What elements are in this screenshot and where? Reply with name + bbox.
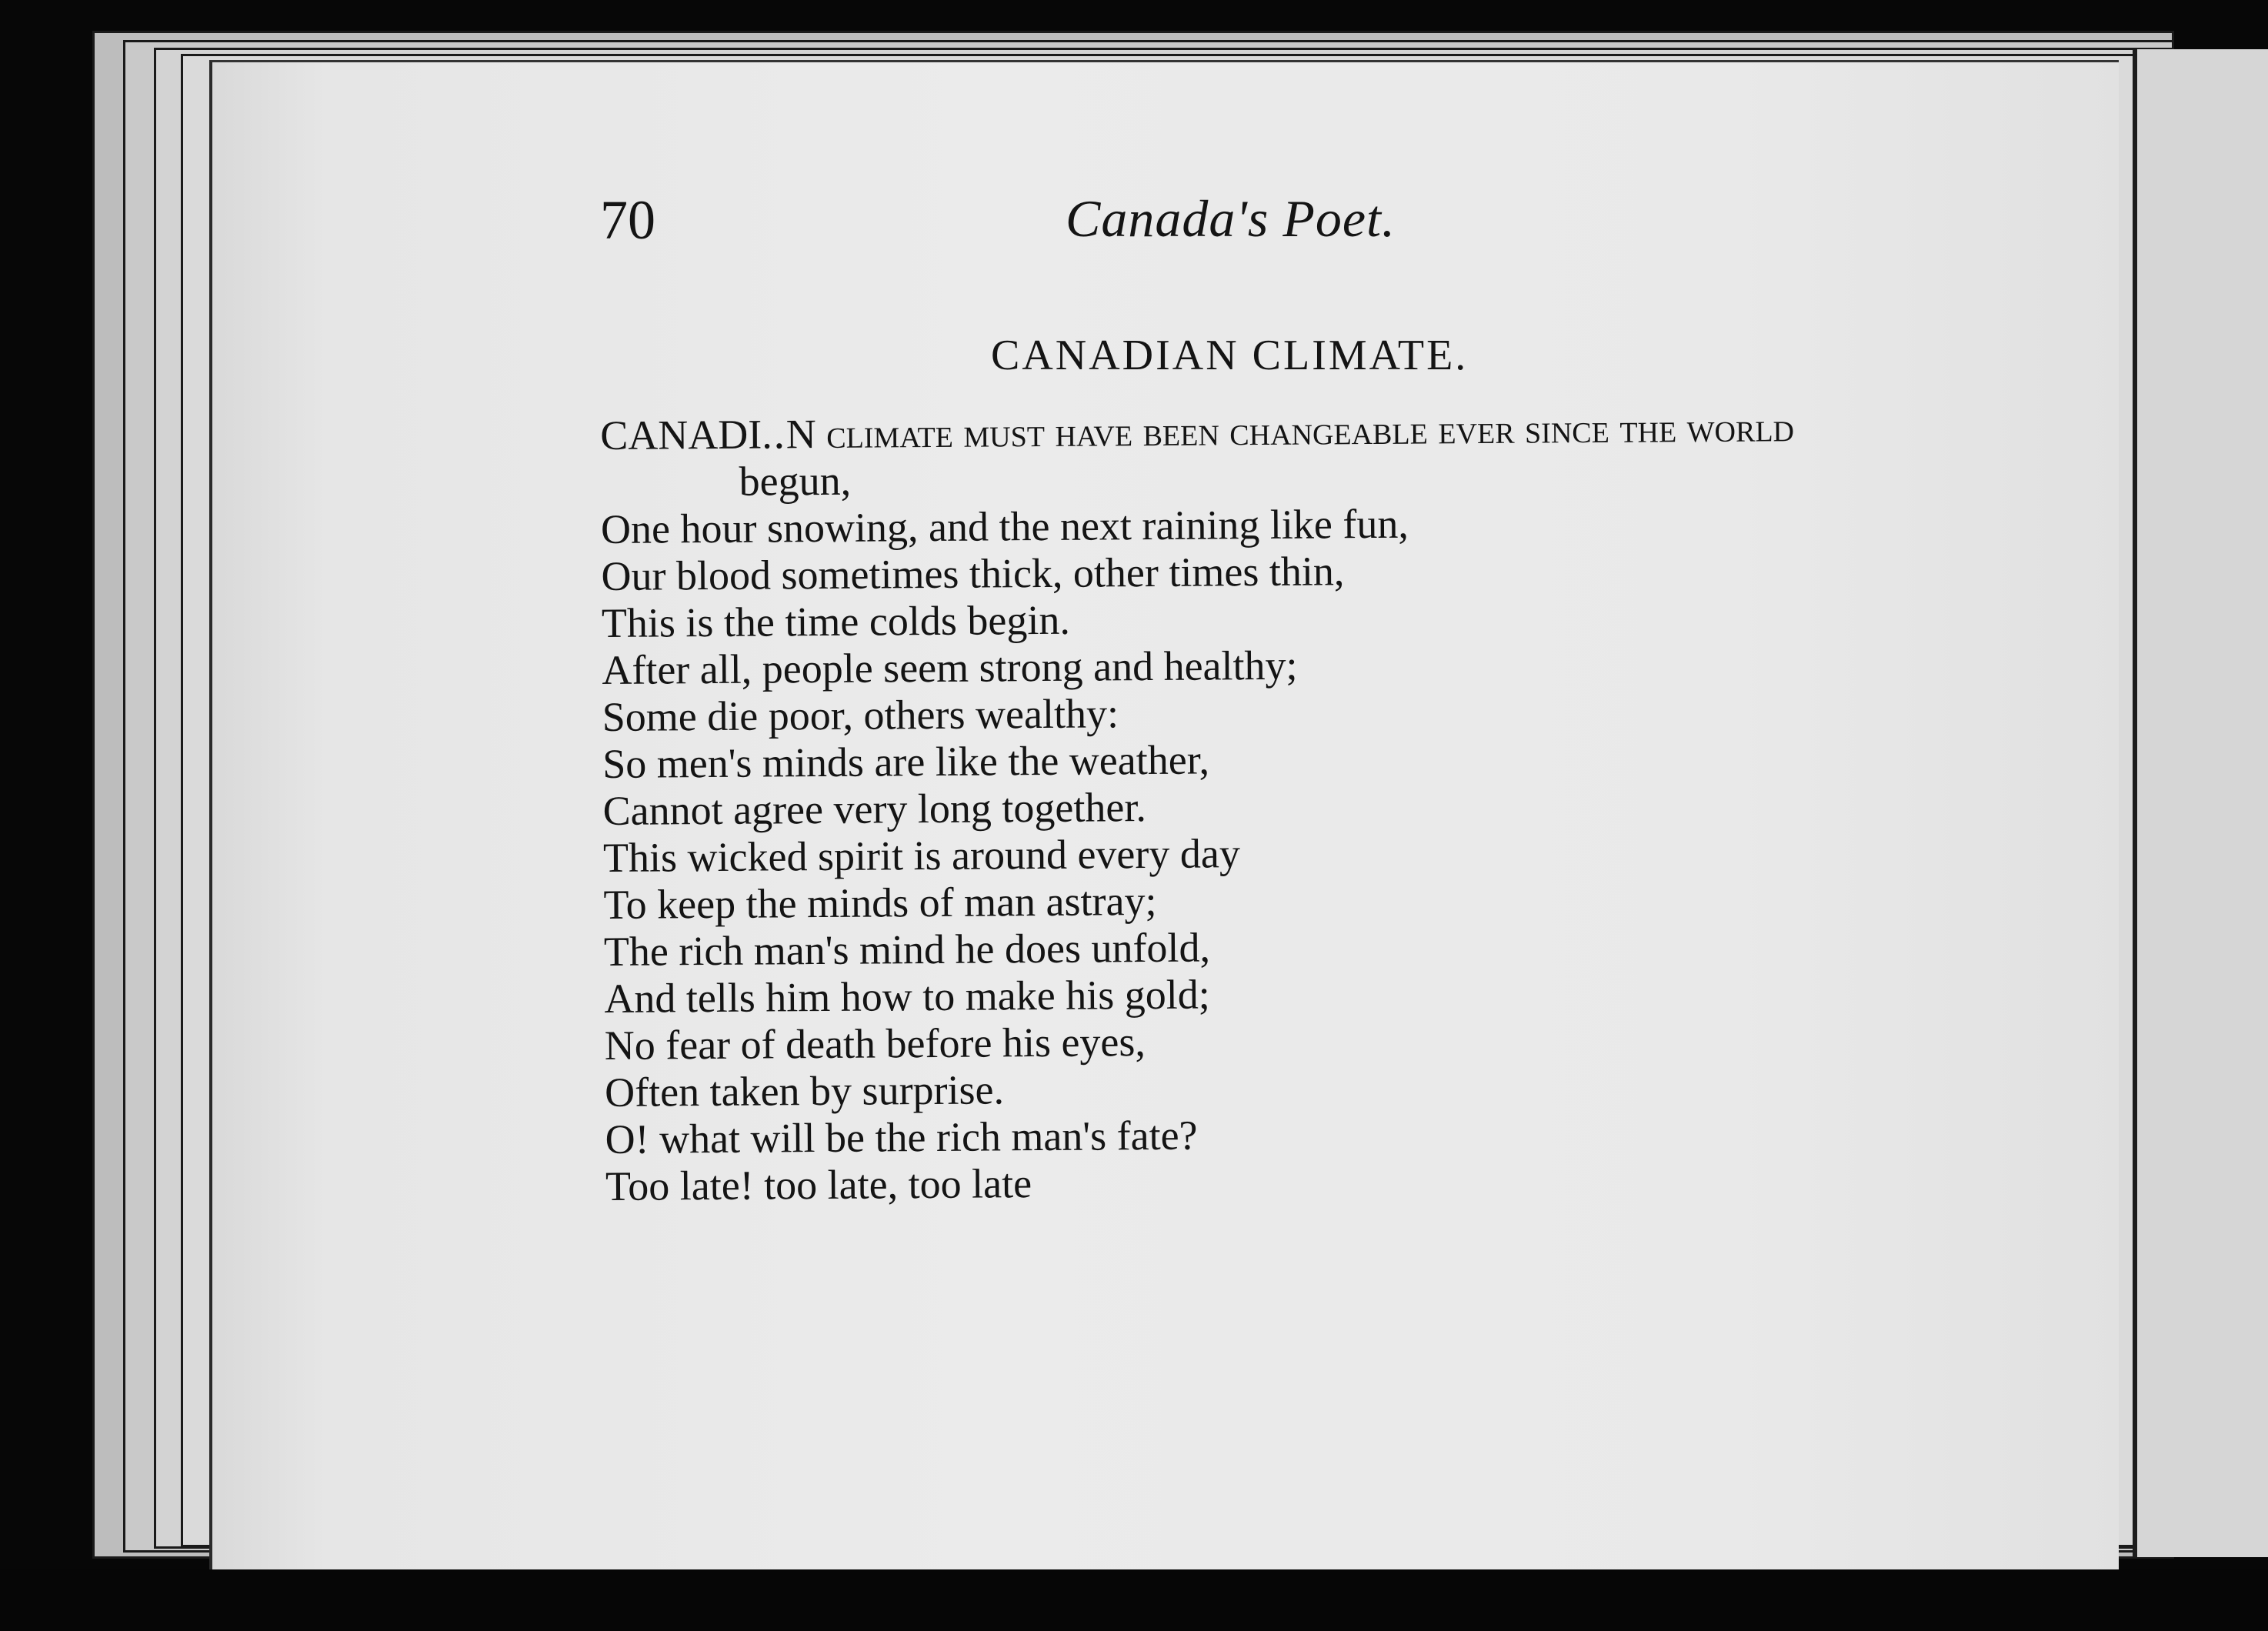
poem-line: And tells him how to make his gold; — [604, 971, 1210, 1022]
poem-line: One hour snowing, and the next raining like fun, — [600, 500, 1409, 552]
poem-line: So men's minds are like the weather, — [602, 736, 1210, 787]
poem-line: begun, — [739, 457, 852, 505]
poem-body — [600, 404, 1799, 1210]
poem-line: O! what will be the rich man's fate? — [605, 1112, 1198, 1162]
poem-line: Too late! too late, too late — [605, 1160, 1032, 1209]
poem-line: This is the time colds begin. — [601, 596, 1071, 646]
poem-line: Some die poor, others wealthy: — [602, 690, 1119, 740]
poem-line: Often taken by surprise. — [604, 1066, 1005, 1116]
poem-line: Cannot agree very long together. — [602, 784, 1147, 834]
poem-line: The rich man's mind he does unfold, — [603, 924, 1211, 975]
poem-line: This wicked spirit is around every day — [602, 830, 1241, 881]
page-number: 70 — [600, 189, 655, 251]
poem-line: After all, people seem strong and healthy; — [602, 642, 1298, 693]
running-title: Canada's Poet. — [1066, 189, 1396, 248]
poem-title: CANADIAN CLIMATE. — [991, 332, 1469, 379]
poem-line: CANADI.․N climate must have been changeable ever since the world — [600, 404, 1795, 459]
poem-line: No fear of death before his eyes, — [604, 1019, 1146, 1069]
scan-background — [0, 1569, 2268, 1631]
poem-line: Our blood sometimes thick, other times thin, — [601, 548, 1345, 599]
adjacent-page — [2133, 49, 2268, 1557]
poem-line: To keep the minds of man astray; — [603, 877, 1157, 928]
